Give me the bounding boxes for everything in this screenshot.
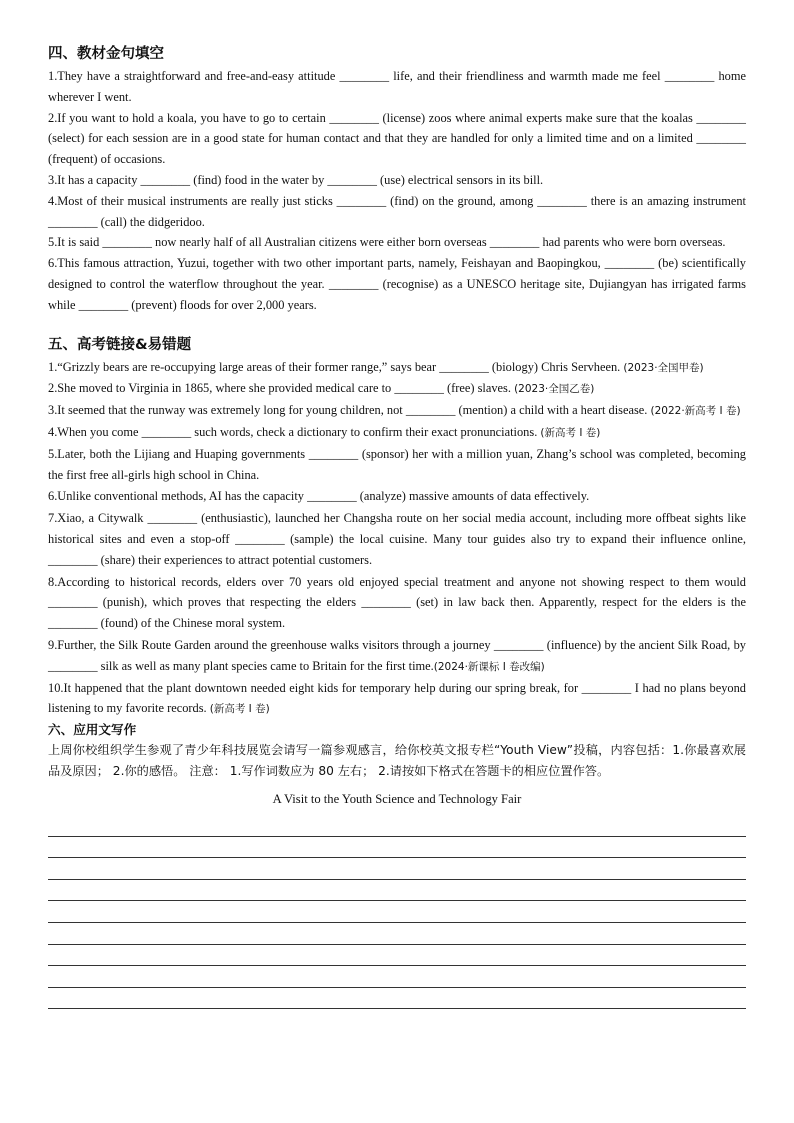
question-source: (2022·新高考 I 卷) [650, 405, 741, 418]
answer-line[interactable] [48, 837, 746, 859]
answer-line[interactable] [48, 901, 746, 923]
answer-line[interactable] [48, 815, 746, 837]
question-item [48, 422, 746, 444]
question-item: 5.It is said ________ now nearly half of all Australian citizens were either born overseas ________ had parents who were born overseas. [48, 235, 726, 250]
question-item [48, 400, 746, 422]
question-text: 9.Further, the Silk Route Garden around the greenhouse walks visitors through a journey ________ (influence) by the ancient Silk Road, by ________ silk as well as many plant species came to Britain for the first time. [48, 637, 746, 673]
answer-line[interactable] [48, 923, 746, 945]
question-item [48, 378, 746, 400]
question-text: 4.When you come ________ such words, check a dictionary to confirm their exact pronunciations. [48, 424, 541, 439]
answer-line[interactable] [48, 945, 746, 967]
question-item [48, 508, 746, 571]
question-source: (2024·新课标 I 卷改编) [433, 660, 545, 673]
question-item: 6.This famous attraction, Yuzui, together with two other important parts, namely, Feishayan and Baopingkou, ________ (be) scientifically designed to control the waterflow throughout the year. ________ (recognise) as a UNESCO heritage site, Dujiangyan has irrigated farms while ________ (prevent) floods for over 2,000 years. [48, 256, 746, 312]
answer-line[interactable] [48, 966, 746, 988]
question-text: 1.“Grizzly bears are re-occupying large areas of their former range,” says bear ________ (biology) Chris Servheen. [48, 359, 624, 374]
question-item [48, 572, 746, 635]
worksheet-page [48, 44, 746, 1009]
question-item: 2.If you want to hold a koala, you have to go to certain ________ (license) zoos where animal experts make sure that the koalas ________ (select) for each session are in a good state for human contact and that they are handled for only a limited time and on a limited ________ (frequent) of occasions. [48, 110, 746, 167]
section-title: 六、应用文写作 [48, 722, 137, 738]
question-source: (2023·全国甲卷) [623, 361, 704, 374]
question-text: 10.It happened that the plant downtown needed eight kids for temporary help during our spring break, for ________ I had no plans beyond listening to my favorite records. [48, 680, 746, 716]
question-source: (2023·全国乙卷) [514, 383, 595, 396]
section-exam-links [48, 335, 746, 721]
question-text: 5.Later, both the Lijiang and Huaping governments ________ (sponsor) her with a million yuan, Zhang’s school was completed, becoming the first free all-girls high school in China. [48, 446, 746, 482]
question-text: 8.According to historical records, elders over 70 years old enjoyed special treatment and anyone not showing respect to them would ________ (punish), which proves that respecting the elders ________ (set) in law back then. Apparently, respect for the elders is the ________ (found) of the Chinese moral system. [48, 574, 746, 631]
section-title: 四、教材金句填空 [48, 46, 164, 62]
question-item [48, 357, 746, 379]
section-writing [48, 720, 746, 1009]
question-source: (新高考 I 卷) [209, 703, 270, 716]
question-text: 7.Xiao, a Citywalk ________ (enthusiastic), launched her Changsha route on her social media account, including more offbeat sights like historical sites and even a stop-off ________ (sample) the local cuisine. Many tour guides also try to expand their influence online, ________ (share) their experiences to attract potential customers. [48, 511, 746, 567]
answer-line[interactable] [48, 858, 746, 880]
section-title: 五、高考链接&易错题 [48, 336, 192, 353]
writing-task: 上周你校组织学生参观了青少年科技展览会请写一篇参观感言，给你校英文报专栏“Youth View”投稿，内容包括：1.你最喜欢展品及原因； 2.你的感悟。 注意： 1.写作词数应为 80 左右； 2.请按如下格式在答题卡的相应位置作答。 [48, 743, 746, 778]
question-item [48, 486, 746, 508]
question-text: 6.Unlike conventional methods, AI has the capacity ________ (analyze) massive amounts of data effectively. [48, 489, 590, 504]
question-item: 4.Most of their musical instruments are really just sticks ________ (find) on the ground, among ________ there is an amazing instrument ________ (call) the didgeridoo. [48, 193, 746, 229]
question-item: 1.They have a straightforward and free-and-easy attitude ________ life, and their friendliness and warmth made me feel ________ home wherever I went. [48, 69, 746, 104]
answer-line[interactable] [48, 988, 746, 1010]
question-text: 2.She moved to Virginia in 1865, where she provided medical care to ________ (free) slaves. [48, 381, 515, 396]
question-text: 3.It seemed that the runway was extremely long for young children, not ________ (mention) a child with a heart disease. [48, 403, 651, 418]
question-source: (新高考 I 卷) [540, 426, 601, 439]
essay-title: A Visit to the Youth Science and Technology Fair [272, 792, 522, 807]
answer-line[interactable] [48, 880, 746, 902]
answer-lines[interactable] [48, 815, 746, 1009]
question-item [48, 635, 746, 678]
question-item: 3.It has a capacity ________ (find) food in the water by ________ (use) electrical sensors in its bill. [48, 172, 544, 187]
question-item [48, 678, 746, 721]
section-textbook-fill [48, 44, 746, 316]
question-item [48, 444, 746, 487]
